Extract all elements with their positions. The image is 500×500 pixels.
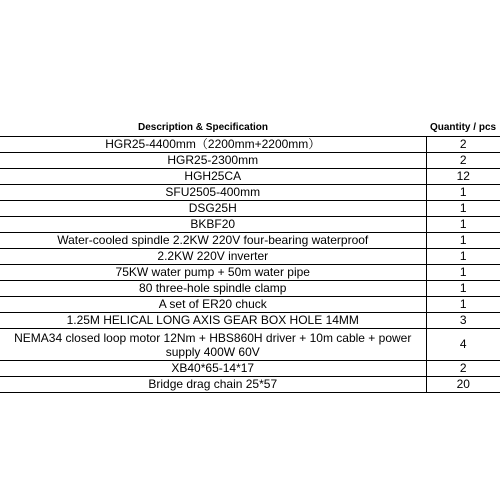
table-row (0, 201, 500, 217)
specification-table (0, 120, 500, 393)
item-description: 2.2KW 220V inverter (0, 249, 426, 265)
item-description: BKBF20 (0, 217, 426, 233)
item-quantity: 12 (426, 169, 500, 185)
table-row (0, 233, 500, 249)
item-description: 1.25M HELICAL LONG AXIS GEAR BOX HOLE 14MM (0, 313, 426, 329)
table-row (0, 185, 500, 201)
item-quantity: 1 (426, 201, 500, 217)
item-description: 75KW water pump + 50m water pipe (0, 265, 426, 281)
item-quantity: 2 (426, 137, 500, 153)
table-row (0, 297, 500, 313)
item-description: NEMA34 closed loop motor 12Nm + HBS860H driver + 10m cable + power supply 400W 60V (0, 329, 426, 361)
item-quantity: 3 (426, 313, 500, 329)
table-row (0, 361, 500, 377)
table-row (0, 265, 500, 281)
item-description: DSG25H (0, 201, 426, 217)
item-quantity: 1 (426, 297, 500, 313)
item-description: HGR25-2300mm (0, 153, 426, 169)
table-row (0, 169, 500, 185)
table-row (0, 249, 500, 265)
table-row (0, 137, 500, 153)
table-row (0, 217, 500, 233)
item-quantity: 1 (426, 281, 500, 297)
item-quantity: 1 (426, 185, 500, 201)
item-quantity: 2 (426, 361, 500, 377)
table-header-row (0, 120, 500, 137)
item-description: 80 three-hole spindle clamp (0, 281, 426, 297)
item-quantity: 1 (426, 233, 500, 249)
item-description: Water-cooled spindle 2.2KW 220V four-bearing waterproof (0, 233, 426, 249)
table-row (0, 329, 500, 361)
item-quantity: 2 (426, 153, 500, 169)
item-quantity: 1 (426, 217, 500, 233)
item-description: HGR25-4400mm（2200mm+2200mm） (0, 137, 426, 153)
item-quantity: 1 (426, 249, 500, 265)
item-description: SFU2505-400mm (0, 185, 426, 201)
item-quantity: 4 (426, 329, 500, 361)
table-row (0, 377, 500, 393)
item-quantity: 1 (426, 265, 500, 281)
table-row (0, 281, 500, 297)
table-row (0, 153, 500, 169)
item-description: HGH25CA (0, 169, 426, 185)
table-row (0, 313, 500, 329)
item-description: A set of ER20 chuck (0, 297, 426, 313)
item-description: Bridge drag chain 25*57 (0, 377, 426, 393)
quantity-header: Quantity / pcs (426, 120, 500, 137)
description-header: Description & Specification (0, 120, 426, 137)
item-description: XB40*65-14*17 (0, 361, 426, 377)
item-quantity: 20 (426, 377, 500, 393)
